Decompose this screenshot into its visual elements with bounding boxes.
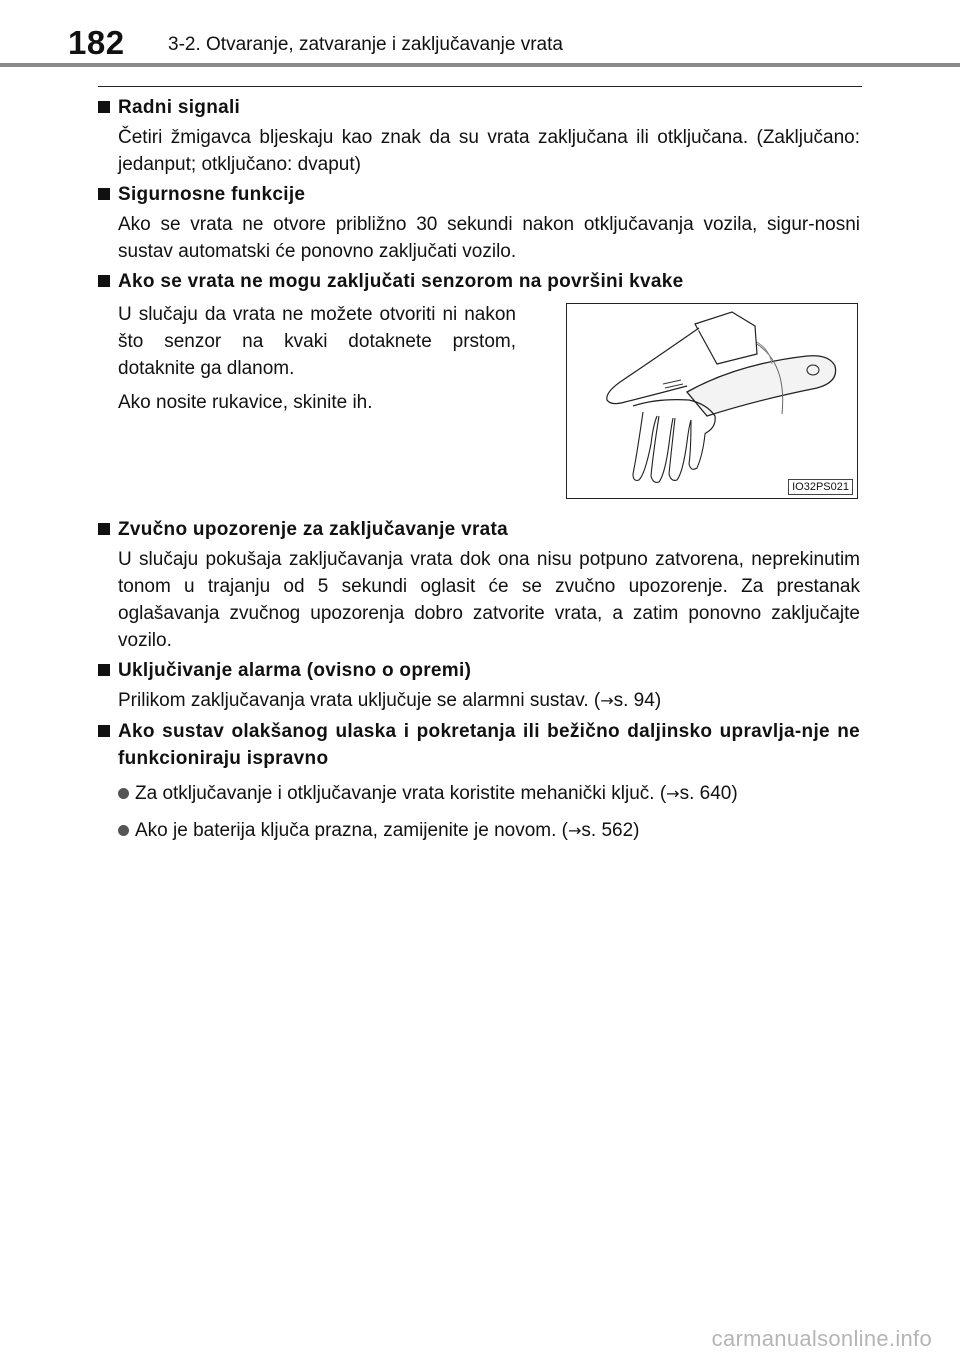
list-item <box>118 780 860 807</box>
circle-bullet-icon <box>118 788 129 799</box>
section-heading-text: Radni signali <box>118 97 241 118</box>
circle-bullet-icon <box>118 825 129 836</box>
page-reference-link[interactable]: s. 562) <box>581 820 640 841</box>
section-body <box>118 211 860 265</box>
section-heading <box>98 718 860 772</box>
list-item-text <box>135 780 738 807</box>
page-reference-link[interactable]: s. 640) <box>679 783 738 804</box>
section-heading-text: Uključivanje alarma (ovisno o opremi) <box>118 660 472 681</box>
square-bullet-icon <box>98 725 110 737</box>
arrow-icon: → <box>567 821 582 840</box>
section-heading <box>98 516 860 543</box>
section-body <box>118 124 860 178</box>
section-heading <box>98 268 860 295</box>
content-rule <box>98 86 862 87</box>
square-bullet-icon <box>98 101 110 113</box>
header-rule <box>0 63 960 67</box>
paragraph: U slučaju pokušaja zaključavanja vrata dok ona nisu potpuno zatvorena, neprekinutim tonom u trajanju od 5 sekundi oglasit će se zvučno upozorenje. Za prestanak oglašavanja zvučnog upozorenja dobro zatvorite vrata, a zatim ponovno zaključajte vozilo. <box>118 549 860 651</box>
list-item <box>118 817 860 844</box>
hand-on-handle-illustration <box>567 304 857 498</box>
bullet-text: Ako je baterija ključa prazna, zamijenite je novom. ( <box>135 820 568 841</box>
paragraph: Ako nosite rukavice, skinite ih. <box>118 392 373 413</box>
section-heading <box>98 657 860 684</box>
page-number: 182 <box>68 24 125 61</box>
section-body <box>118 301 516 499</box>
paragraph: Četiri žmigavca bljeskaju kao znak da su vrata zaključana ili otključana. (Zaključano: jedanput; otključano: dvaput) <box>118 127 860 175</box>
page-header <box>0 0 960 68</box>
section-title: 3-2. Otvaranje, zatvaranje i zaključavanje vrata <box>168 34 563 55</box>
arrow-icon: → <box>666 784 680 803</box>
section-radni-signali <box>98 94 860 185</box>
section-sigurnosne-funkcije <box>98 181 860 272</box>
section-heading-text: Ako se vrata ne mogu zaključati senzorom na površini kvake <box>118 271 684 292</box>
watermark: carmanualsonline.info <box>711 1326 932 1351</box>
section-senzor-kvake <box>98 268 860 499</box>
paragraph: U slučaju da vrata ne možete otvoriti ni nakon što senzor na kvaki dotaknete prstom, dotaknite ga dlanom. <box>118 304 516 379</box>
square-bullet-icon <box>98 275 110 287</box>
section-body <box>118 546 860 654</box>
paragraph <box>118 687 860 714</box>
arrow-icon: → <box>600 691 614 710</box>
section-body <box>118 687 860 714</box>
text-figure-row <box>118 301 860 499</box>
section-heading <box>98 94 860 121</box>
section-alarm <box>98 657 860 721</box>
paragraph-text: Prilikom zaključavanja vrata uključuje se alarmni sustav. ( <box>118 690 601 711</box>
section-heading-text: Zvučno upozorenje za zaključavanje vrata <box>118 519 509 540</box>
figure-label: IO32PS021 <box>788 479 853 495</box>
square-bullet-icon <box>98 523 110 535</box>
section-zvucno-upozorenje <box>98 516 860 661</box>
bullet-text: Za otključavanje i otključavanje vrata koristite mehanički ključ. ( <box>135 783 667 804</box>
section-heading <box>98 181 860 208</box>
hand-on-door-handle-figure <box>566 303 858 499</box>
list-item-text <box>135 817 639 844</box>
square-bullet-icon <box>98 664 110 676</box>
square-bullet-icon <box>98 188 110 200</box>
section-heading-text: Ako sustav olakšanog ulaska i pokretanja ili bežično daljinsko upravlja-nje ne funkcioniraju ispravno <box>118 721 860 769</box>
section-smart-entry <box>98 718 860 844</box>
paragraph: Ako se vrata ne otvore približno 30 sekundi nakon otključavanja vozila, sigur-nosni sustav automatski će ponovno zaključati vozilo. <box>118 214 860 262</box>
page-reference-link[interactable]: s. 94) <box>613 690 662 711</box>
section-heading-text: Sigurnosne funkcije <box>118 184 306 205</box>
